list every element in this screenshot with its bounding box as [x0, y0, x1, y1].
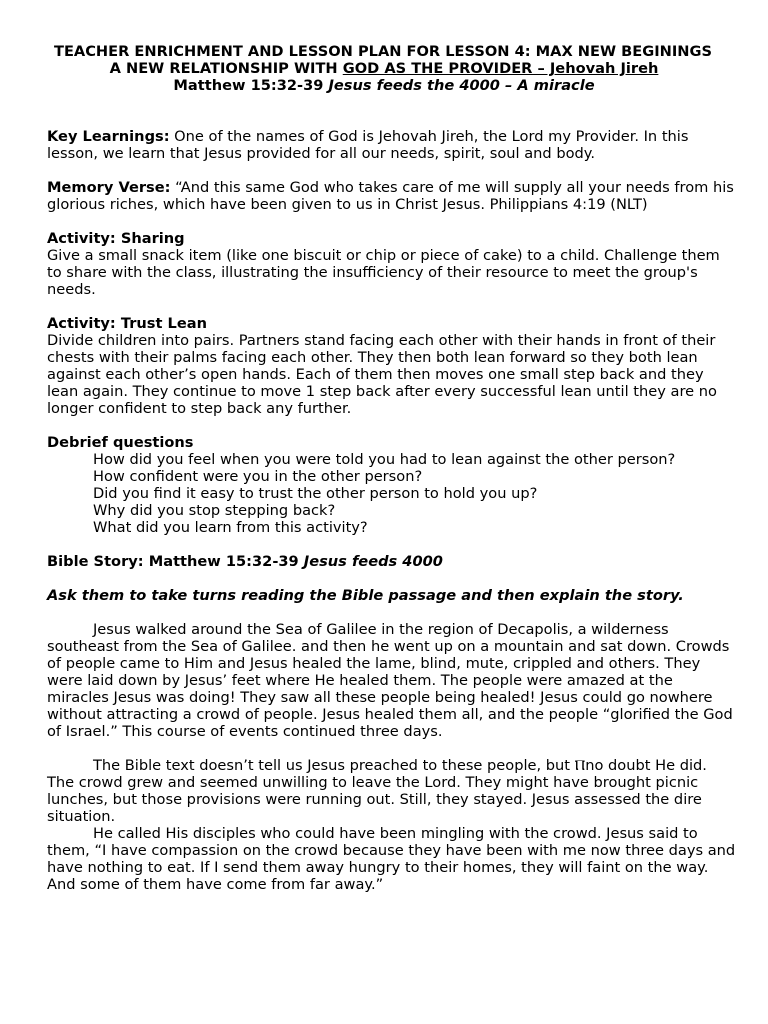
header-subtitle [0, 60, 768, 77]
key-learnings-label: Key Learnings: [47, 128, 170, 145]
activity-trust-text: Divide children into pairs. Partners stand facing each other with their hands in front of their chests with their palms facing each other. They then both lean forward so they both lean against each other’s open hands. Each of them then moves one small step back and they lean again. They continue to move 1 step back after every successful lean until they are no longer confident to step back any further. [47, 332, 717, 417]
header-title: TEACHER ENRICHMENT AND LESSON PLAN FOR LESSON 4: MAX NEW BEGININGS [53, 43, 713, 60]
reading-instruction: Ask them to take turns reading the Bible passage and then explain the story. [47, 587, 684, 604]
activity-sharing-text: Give a small snack item (like one biscuit or chip or piece of cake) to a child. Challenge them to share with the class, illustrating the insufficiency of their resource to meet the group's needs. [47, 247, 720, 298]
activity-sharing [47, 230, 737, 298]
header-scripture-ref: Matthew 15:32-39 [173, 77, 329, 94]
debrief-question: How confident were you in the other person? [93, 468, 423, 485]
list-item [47, 485, 737, 502]
bible-story-heading [47, 553, 737, 570]
activity-sharing-label: Activity: Sharing [47, 230, 185, 247]
debrief-label: Debrief questions [47, 434, 194, 451]
document-body [47, 128, 737, 893]
bible-story-label: Bible Story: Matthew 15:32-39 [47, 553, 304, 570]
story-paragraph: He called His disciples who could have been mingling with the crowd. Jesus said to them, “I have compassion on the crowd because they have been with me now three days and have nothing to eat. If I send them away hungry to their homes, they will faint on the way. And some of them have come from far away.” [47, 825, 736, 893]
memory-verse-text: “And this same God who takes care of me will supply all your needs from his glorious riches, which have been given to us in Christ Jesus. Philippians 4:19 (NLT) [47, 179, 734, 213]
story-paragraph: Jesus walked around the Sea of Galilee in the region of Decapolis, a wilderness southeast from the Sea of Galilee. and then he went up on a mountain and sat down. Crowds of people came to Him and Jesus healed the lame, blind, mute, crippled and others. They were laid down by Jesus’ feet where He healed them. The people were amazed at the miracles Jesus was doing! They saw all these people being healed! Jesus could go nowhere without attracting a crowd of people. Jesus healed them all, and the people “glorified the God of Israel.” This course of events continued three days. [47, 621, 733, 740]
document-header [0, 43, 768, 94]
debrief-questions [47, 434, 737, 536]
bible-story-title: Jesus feeds 4000 [303, 553, 443, 570]
header-subtitle-underlined: GOD AS THE PROVIDER – Jehovah Jireh [342, 60, 659, 77]
debrief-question: Why did you stop stepping back? [93, 502, 336, 519]
debrief-question: Did you find it easy to trust the other person to hold you up? [93, 485, 538, 502]
header-scripture [0, 77, 768, 94]
header-subtitle-prefix: A NEW RELATIONSHIP WITH [109, 60, 343, 77]
memory-verse-label: Memory Verse: [47, 179, 171, 196]
list-item [47, 519, 737, 536]
debrief-question: What did you learn from this activity? [93, 519, 368, 536]
list-item [47, 451, 737, 468]
debrief-question: How did you feel when you were told you had to lean against the other person? [93, 451, 676, 468]
memory-verse [47, 179, 737, 213]
list-item [47, 502, 737, 519]
header-scripture-title: Jesus feeds the 4000 – A miracle [328, 77, 595, 94]
activity-trust-label: Activity: Trust Lean [47, 315, 207, 332]
key-learnings [47, 128, 737, 162]
story-paragraph: The Bible text doesn’t tell us Jesus preached to these people, but Ⲡno doubt He did. The crowd grew and seemed unwilling to leave the Lord. They might have brought picnic lunches, but those provisions were running out. Still, they stayed. Jesus assessed the dire situation. [47, 757, 707, 825]
key-learnings-text: One of the names of God is Jehovah Jireh, the Lord my Provider. In this lesson, we learn that Jesus provided for all our needs, spirit, soul and body. [47, 128, 689, 162]
list-item [47, 468, 737, 485]
activity-trust-lean [47, 315, 737, 417]
